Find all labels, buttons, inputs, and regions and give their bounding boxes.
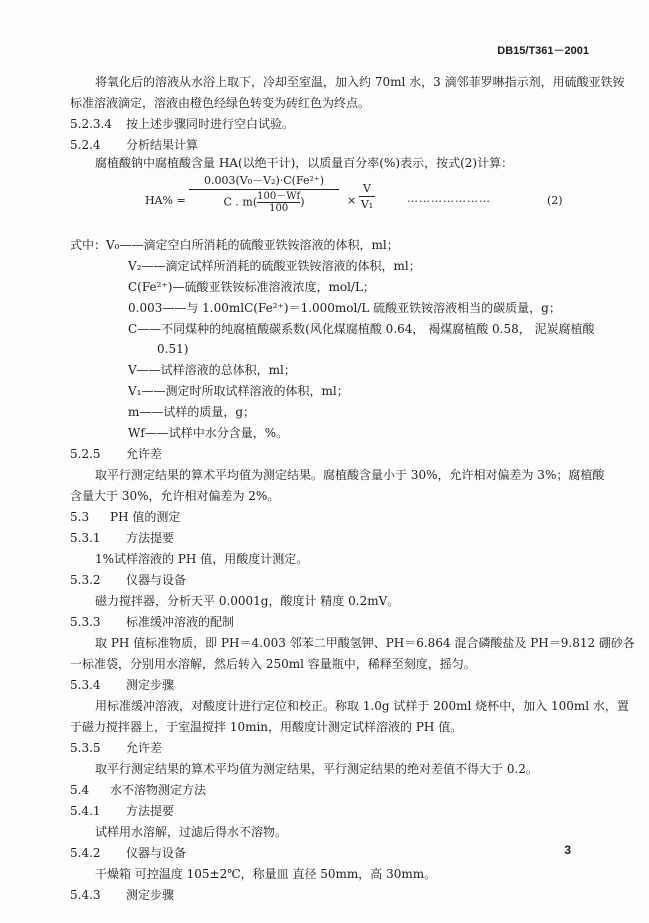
paragraph-line: 取 PH 值标准物质，即 PH＝4.003 邻苯二甲酸氢钾、PH＝6.864 混合磷酸盐及 PH＝9.812 硼砂各 [95, 636, 635, 650]
definition-line: V₂——滴定试样所消耗的硫酸亚铁铵溶液的体积，ml； [128, 259, 421, 273]
page-number: 3 [564, 843, 571, 857]
formula-numerator: 0.003(V₀－V₂)·C(Fe²⁺) [203, 174, 325, 187]
volume-ratio [359, 182, 375, 211]
heading-number: 5.4.1 [70, 804, 101, 818]
heading-text: 分析结果计算 [126, 138, 199, 152]
inner-denominator: 100 [257, 202, 300, 214]
heading-text: 方法提要 [126, 804, 175, 818]
definition-line: 0.51) [157, 342, 189, 356]
heading-text: 允许差 [126, 447, 163, 461]
heading-text: 按上述步骤同时进行空白试验。 [126, 117, 295, 131]
heading-5-4 [70, 783, 206, 797]
paragraph-line: 标准溶液滴定，溶液由橙色经绿色转变为砖红色为终点。 [70, 96, 371, 110]
paragraph-line: 含量大于 30%，允许相对偏差为 2%。 [70, 489, 280, 503]
heading-text: PH 值的测定 [110, 510, 181, 524]
inner-numerator: 100－Wf [257, 191, 301, 202]
fraction-rule [359, 196, 375, 197]
formula-number: (2) [547, 194, 563, 207]
paragraph-line: 试样用水溶解，过滤后得水不溶物。 [95, 825, 288, 839]
paragraph-line: 于磁力搅拌器上，于室温搅拌 10min，用酸度计测定试样溶液的 PH 值。 [70, 720, 463, 734]
ratio-denominator: V₁ [360, 198, 374, 211]
heading-5-4-2 [70, 846, 186, 860]
heading-5-2-5 [70, 447, 162, 461]
formula-lhs: HA% = [145, 194, 186, 207]
definition-line: C(Fe²⁺)—硫酸亚铁铵标准溶液浓度，mol/L； [128, 280, 375, 294]
denominator-right: ) [300, 195, 305, 209]
heading-number: 5.2.3.4 [70, 117, 112, 131]
definition-line: V——试样溶液的总体积，ml； [128, 363, 296, 377]
formula-denominator [189, 191, 339, 214]
formula-2 [145, 172, 585, 234]
paragraph-line: 腐植酸钠中腐植酸含量 HA(以绝干计)，以质量百分率(%)表示，按式(2)计算： [95, 156, 514, 170]
paragraph-line: 1%试样溶液的 PH 值，用酸度计测定。 [95, 552, 309, 566]
definition-line: m——试样的质量，g； [128, 405, 256, 419]
heading-5-3-4 [70, 678, 174, 692]
paragraph-line: 取平行测定结果的算术平均值为测定结果，平行测定结果的绝对差值不得大于 0.2。 [95, 762, 538, 776]
heading-number: 5.4.2 [70, 846, 101, 860]
heading-text: 仪器与设备 [126, 573, 187, 587]
definition-line: V₁——测定时所取试样溶液的体积，ml； [128, 384, 349, 398]
heading-number: 5.3 [70, 510, 90, 524]
heading-number: 5.2.4 [70, 138, 101, 152]
heading-number: 5.4 [70, 783, 90, 797]
heading-5-4-1 [70, 804, 174, 818]
paragraph-line: 一标准袋，分别用水溶解，然后转入 250ml 容量瓶中，稀释至刻度，摇匀。 [70, 657, 476, 671]
definition-line: Wf——试样中水分含量，%。 [128, 426, 289, 440]
ratio-numerator: V [363, 182, 371, 195]
heading-number: 5.3.4 [70, 678, 101, 692]
definition-line: 0.003——与 1.00mlC(Fe²⁺)＝1.000mol/L 硫酸亚铁铵溶液相当的碳质量，g； [128, 301, 561, 315]
heading-text: 测定步骤 [126, 888, 175, 902]
heading-number: 5.4.3 [70, 888, 101, 902]
heading-5-4-3 [70, 888, 174, 902]
heading-text: 方法提要 [126, 531, 175, 545]
heading-5-3-1 [70, 531, 174, 545]
heading-5-3-2 [70, 573, 186, 587]
paragraph-line: 取平行测定结果的算术平均值为测定结果。腐植酸含量小于 30%，允许相对偏差为 3%；腐植酸 [95, 468, 605, 482]
definition-line: C——不同煤种的纯腐植酸碳系数(风化煤腐植酸 0.64， 褐煤腐植酸 0.58， 泥炭腐植酸 [128, 322, 595, 336]
heading-text: 仪器与设备 [126, 846, 187, 860]
inner-fraction [257, 191, 300, 214]
heading-5-2-4 [70, 138, 198, 152]
heading-5-3-3 [70, 615, 234, 629]
heading-number: 5.3.2 [70, 573, 101, 587]
heading-5-3-5 [70, 741, 162, 755]
document-code: DB15/T361－2001 [497, 45, 589, 57]
definition-line: 式中：V₀——滴定空白所消耗的硫酸亚铁铵溶液的体积，ml； [70, 238, 399, 252]
paragraph-line: 用标准缓冲溶液，对酸度计进行定位和校正。称取 1.0g 试样于 200ml 烧杯中，加入 100ml 水，置 [95, 699, 629, 713]
paragraph-line: 磁力搅拌器，分析天平 0.0001g，酸度计 精度 0.2mV。 [95, 594, 400, 608]
fraction-rule [189, 189, 339, 190]
heading-number: 5.2.5 [70, 447, 101, 461]
times-sign: × [347, 194, 357, 207]
heading-number: 5.3.3 [70, 615, 101, 629]
heading-number: 5.3.5 [70, 741, 101, 755]
heading-5-3 [70, 510, 180, 524]
leader-dots: ………………… [407, 192, 491, 205]
paragraph-line: 将氧化后的溶液从水浴上取下，冷却至室温，加入约 70ml 水，3 滴邻菲罗啉指示剂，用硫酸亚铁铵 [95, 75, 625, 89]
denominator-left: C . m( [223, 195, 258, 209]
heading-text: 允许差 [126, 741, 163, 755]
heading-text: 测定步骤 [126, 678, 175, 692]
heading-5-2-3-4 [70, 117, 294, 131]
heading-text: 标准缓冲溶液的配制 [126, 615, 235, 629]
heading-text: 水不溶物测定方法 [110, 783, 207, 797]
formula-main-fraction [189, 172, 339, 214]
heading-number: 5.3.1 [70, 531, 101, 545]
paragraph-line: 干燥箱 可控温度 105±2℃，称量皿 直径 50mm，高 30mm。 [95, 867, 437, 881]
